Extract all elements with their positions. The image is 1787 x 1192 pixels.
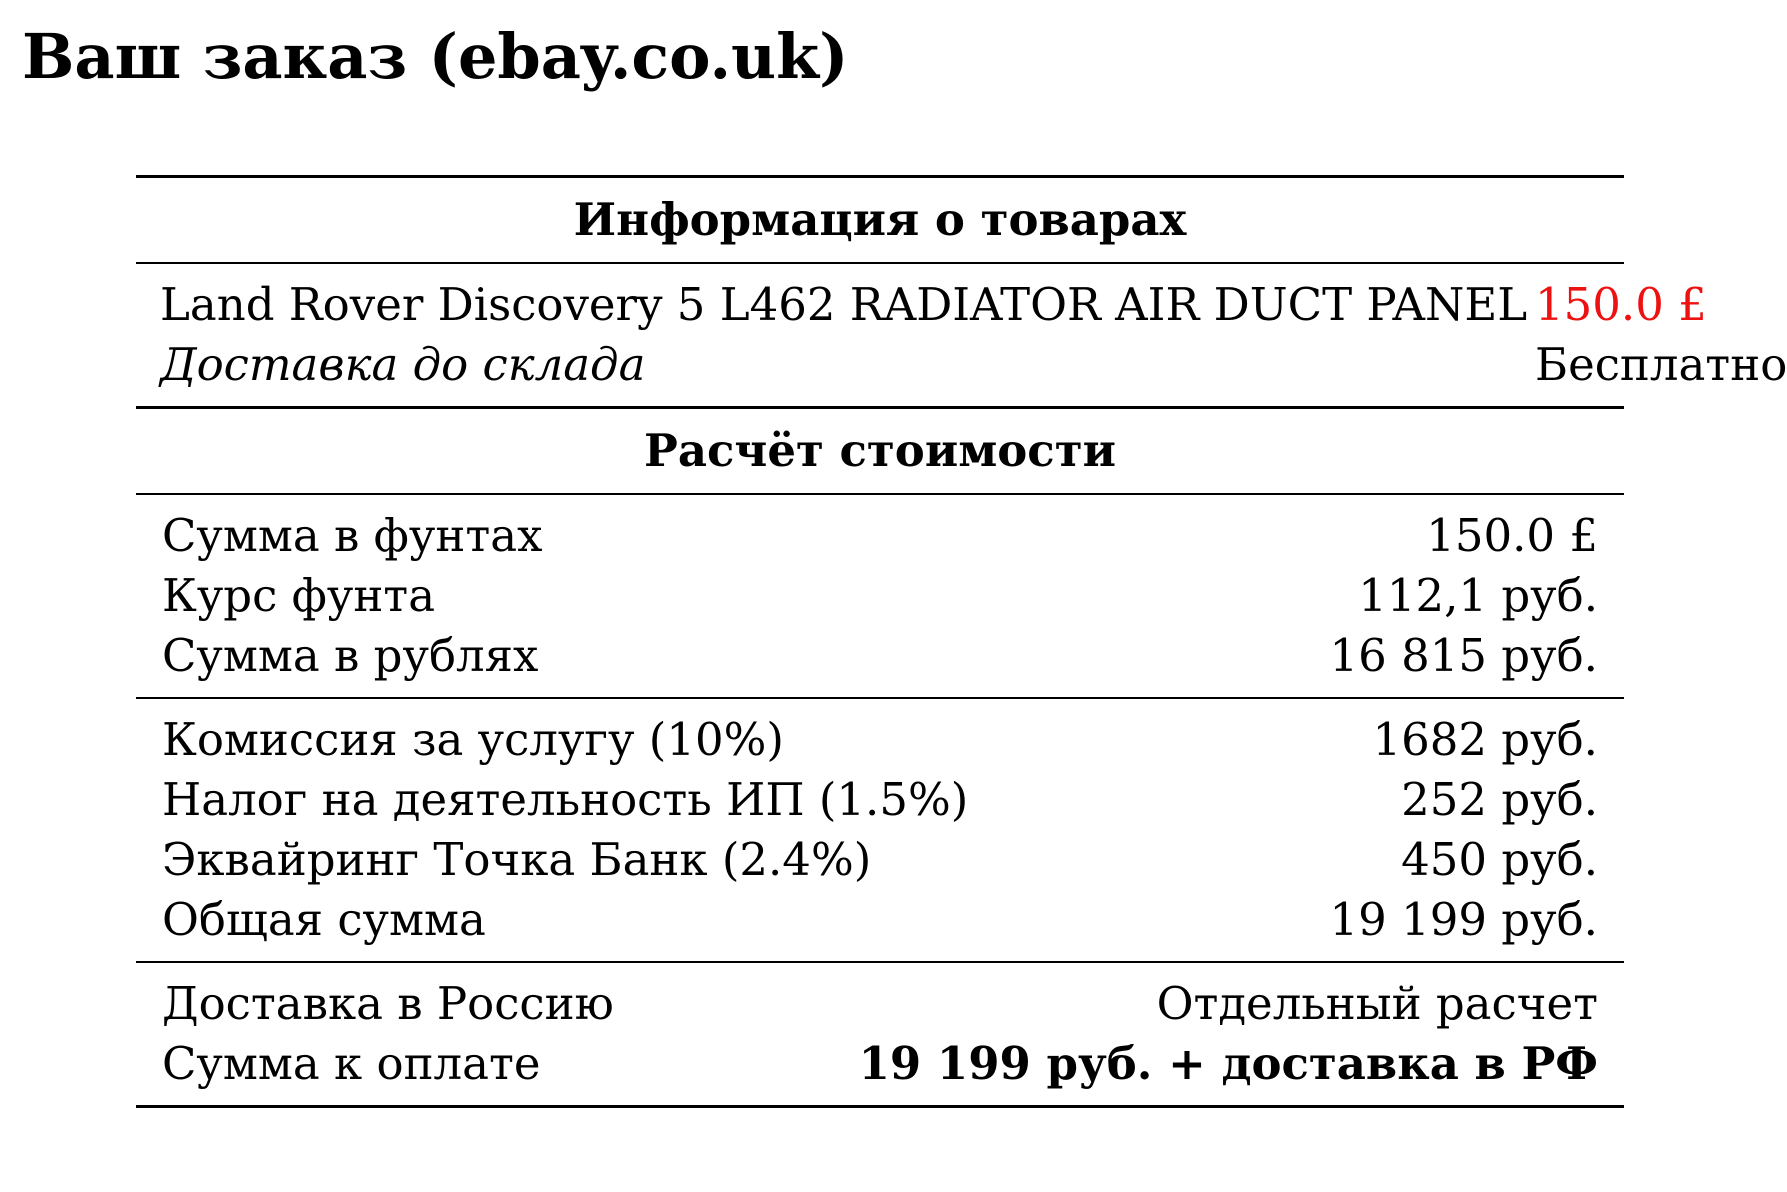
sum-gbp-label: Сумма в фунтах xyxy=(162,508,543,562)
sum-gbp-value: 150.0 £ xyxy=(1426,508,1598,562)
list-item xyxy=(136,973,1624,1033)
amount-due-value: 19 199 руб. + доставка в РФ xyxy=(858,1036,1598,1090)
service-fee-label: Комиссия за услугу (10%) xyxy=(162,712,784,766)
order-table xyxy=(136,175,1787,1108)
list-item xyxy=(136,565,1624,625)
total-value: 19 199 руб. xyxy=(1329,892,1598,946)
list-item xyxy=(136,829,1624,889)
page-title: Ваш заказ (ebay.co.uk) xyxy=(22,20,849,93)
list-item xyxy=(136,889,1624,949)
exchange-rate-label: Курс фунта xyxy=(162,568,436,622)
russia-delivery-value: Отдельный расчет xyxy=(1156,976,1598,1030)
calc-section-title: Расчёт стоимости xyxy=(644,424,1116,477)
list-item xyxy=(136,505,1624,565)
russia-delivery-label: Доставка в Россию xyxy=(162,976,614,1030)
sum-rub-value: 16 815 руб. xyxy=(1329,628,1598,682)
warehouse-delivery-value: Бесплатно xyxy=(1535,337,1787,391)
product-name: Land Rover Discovery 5 L462 RADIATOR AIR DUCT PANEL xyxy=(160,277,1528,331)
sum-rub-label: Сумма в рублях xyxy=(162,628,539,682)
tax-value: 252 руб. xyxy=(1401,772,1598,826)
items-section-title: Информация о товарах xyxy=(573,193,1187,246)
list-item xyxy=(136,625,1624,685)
list-item xyxy=(136,709,1624,769)
product-price: 150.0 £ xyxy=(1535,277,1707,331)
final-list xyxy=(136,963,1624,1105)
table-bottom-rule xyxy=(136,1105,1624,1108)
total-label: Общая сумма xyxy=(162,892,486,946)
list-item xyxy=(136,1033,1624,1093)
list-item xyxy=(136,769,1624,829)
acquiring-value: 450 руб. xyxy=(1401,832,1598,886)
product-row xyxy=(136,274,1707,334)
fees-list xyxy=(136,699,1624,961)
amount-due-label: Сумма к оплате xyxy=(162,1036,541,1090)
exchange-rate-value: 112,1 руб. xyxy=(1358,568,1598,622)
conversion-list xyxy=(136,495,1624,697)
warehouse-delivery-row xyxy=(136,334,1787,394)
items-list xyxy=(136,264,1787,406)
acquiring-label: Эквайринг Точка Банк (2.4%) xyxy=(162,832,872,886)
tax-label: Налог на деятельность ИП (1.5%) xyxy=(162,772,969,826)
service-fee-value: 1682 руб. xyxy=(1372,712,1598,766)
warehouse-delivery-label: Доставка до склада xyxy=(160,337,646,391)
